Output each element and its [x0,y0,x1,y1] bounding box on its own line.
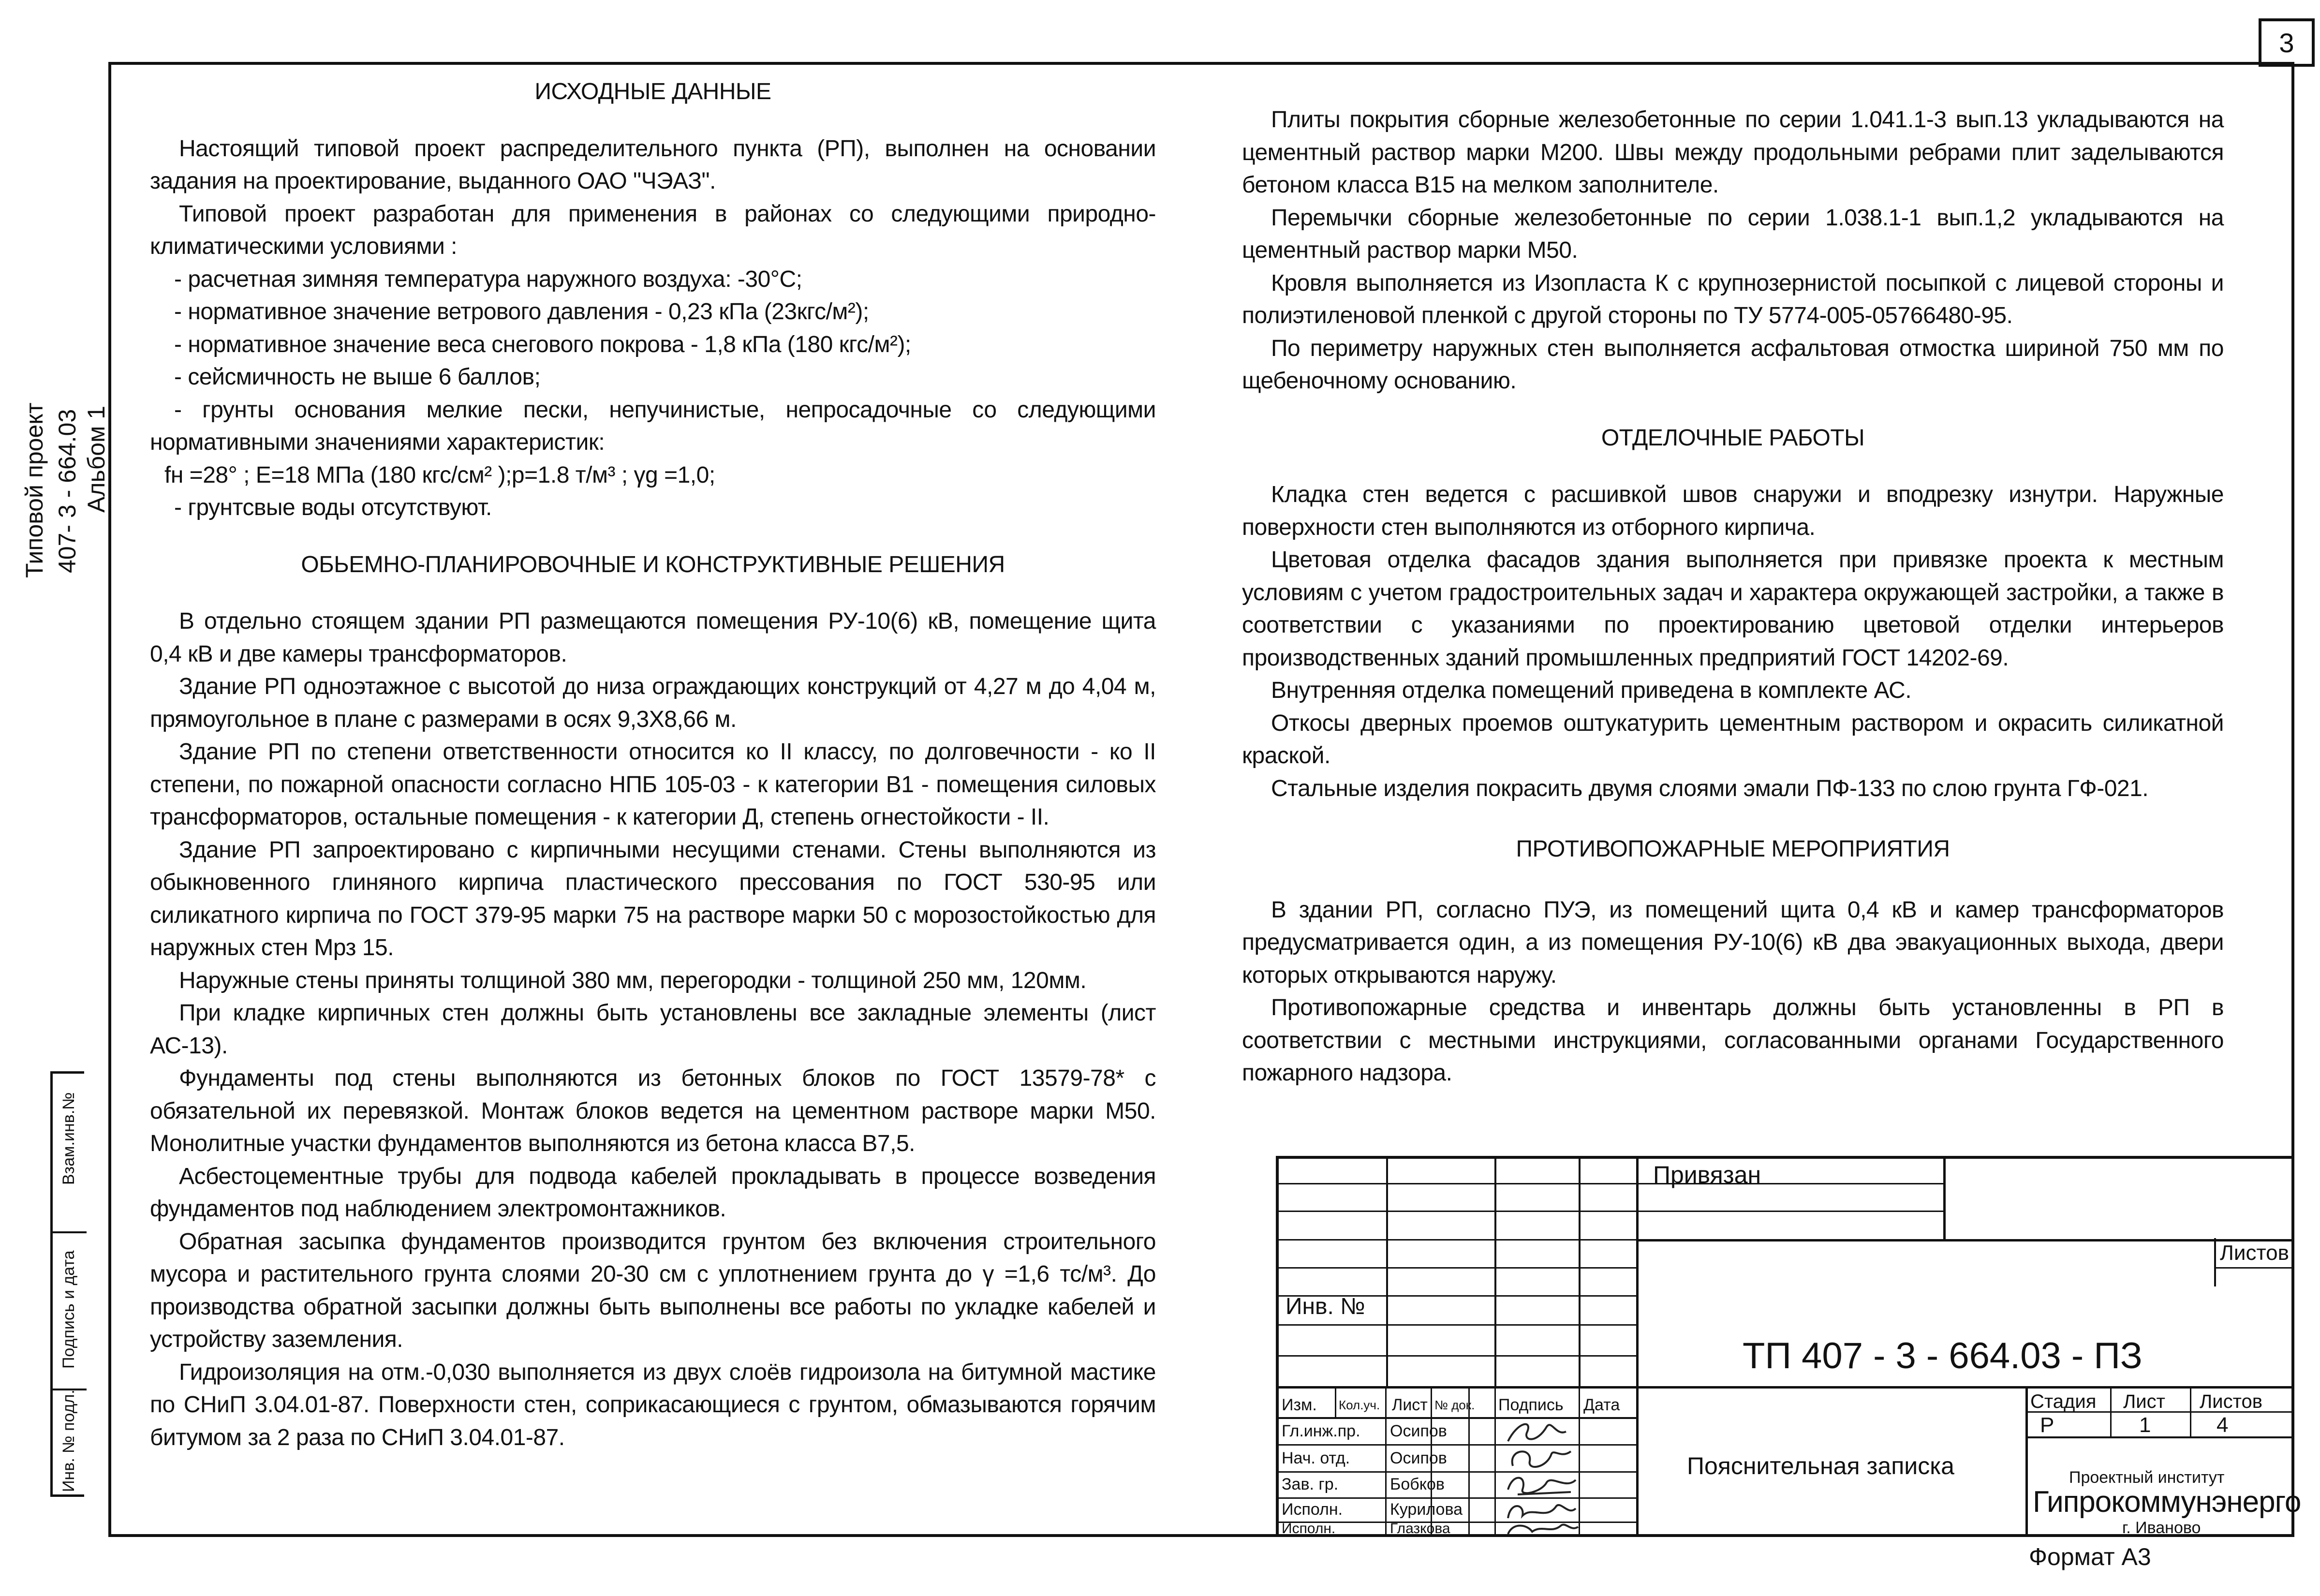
side-title-line1: Типовой проект [21,402,48,578]
tb-header-podpis: Подпись [1498,1396,1564,1414]
heading-fire-safety: ПРОТИВОПОЖАРНЫЕ МЕРОПРИЯТИЯ [1516,836,1950,862]
tb-name: Курилова [1390,1500,1463,1519]
paragraph: Кладка стен ведется с расшивкой швов снаружи и вподрезку изнутри. Наружные поверхности стен выполняются из отборного кирпича. [1242,482,2224,540]
tb-role: Исполн. [1282,1500,1343,1519]
side-stamp-podpis [53,1233,87,1390]
tb-line [1276,1417,1637,1419]
heading-initial-data: ИСХОДНЫЕ ДАННЫЕ [534,79,771,104]
paragraph: Цветовая отделка фасадов здания выполняется при привязке проекта к местным условиям с учетом градостроительных задач и характера окружающей застройки, а также в соответствии с указаниями по проектированию цветовой отделки интерьеров производственных зданий промышленных предприятий ГОСТ 14202-69. [1242,547,2224,671]
tb-line [2110,1387,2112,1437]
tb-line [1386,1156,1388,1387]
heading-planning: ОБЬЕМНО-ПЛАНИРОВОЧНЫЕ И КОНСТРУКТИВНЫЕ РЕШЕНИЯ [301,551,1005,577]
tb-listov-top: Листов [2220,1241,2289,1265]
spacer [1242,454,2224,478]
paragraph: Перемычки сборные железобетонные по серии 1.038.1-1 вып.1,2 укладываются на цементный раствор марки М50. [1242,205,2224,263]
paragraph: Плиты покрытия сборные железобетонные по серии 1.041.1-3 вып.13 укладываются на цементный раствор марки М200. Швы между продольными ребрами плит заделываются бетоном класса В15 на мелком заполнителе. [1242,107,2224,198]
spacer [150,108,1156,133]
tb-line [2214,1267,2294,1269]
side-stamp-inv-label: Инв. № подл. [59,1389,78,1492]
tb-line [1276,1239,1637,1241]
tb-line [1276,1211,1943,1212]
tb-header-data: Дата [1583,1396,1620,1414]
spacer [1242,805,2224,833]
tb-line [1579,1156,1581,1387]
tb-name: Осипов [1390,1449,1447,1467]
paragraph: Откосы дверных проемов оштукатурить цементным раствором и окрасить силикатной краской. [1242,710,2224,768]
paragraph: Асбестоцементные трубы для подвода кабелей прокладывать в процессе возведения фундаментов под наблюдением электромонтажников. [150,1163,1156,1222]
formula-line: fн =28° ; E=18 МПа (180 кгс/см² );p=1.8 т/м³ ; γg =1,0; [164,462,715,488]
tb-header-list: Лист [1392,1396,1428,1414]
paragraph: Внутренняя отделка помещений приведена в комплекте АС. [1271,678,1912,703]
tb-role: Нач. отд. [1282,1449,1350,1467]
list-item: - сейсмичность не выше 6 баллов; [174,364,541,390]
list-item: - нормативное значение ветрового давления - 0,23 кПа (23кгс/м²); [174,299,869,325]
paragraph: Типовой проект разработан для применения в районах со следующими природно-климатическими условиями : [150,201,1156,259]
left-column [150,75,1156,1454]
signature-2 [1503,1444,1576,1473]
tb-line [1276,1267,1637,1269]
list-item: - грунты основания мелкие пески, непучинистые, непросадочные со следующими нормативными значениями характеристик: [150,397,1156,455]
tb-list-value: 1 [2139,1413,2151,1437]
tb-name: Бобков [1390,1475,1445,1493]
tb-line [1636,1156,1639,1537]
tb-line [1943,1156,1946,1241]
tb-name: Осипов [1390,1422,1447,1440]
side-stamp-vzam-label: Взам.инв.№ [59,1092,78,1185]
paragraph: Здание РП одноэтажное с высотой до низа ограждающих конструкций от 4,27 м до 4,04 м, прямоугольное в плане с размерами в осях 9,3Х8,66 м. [150,674,1156,732]
tb-line [1385,1388,1387,1536]
paragraph: Кровля выполняется из Изопласта К с крупнозернистой посыпкой с лицевой стороны и полиэтиленовой пленкой с другой стороны по ТУ 5774-005-05766480-95. [1242,270,2224,328]
paragraph: Здание РП по степени ответственности относится ко II классу, по долговечности - ко II степени, по пожарной опасности согласно НПБ 105-03 - к категории В1 - помещения силовых трансформаторов, остальные помещения - к категории Д, степень огнестойкости - II. [150,739,1156,830]
paragraph: Наружные стены приняты толщиной 380 мм, перегородки - толщиной 250 мм, 120мм. [179,967,1087,993]
tb-line [1276,1386,2294,1389]
paragraph: В отдельно стоящем здании РП размещаются помещения РУ-10(6) кВ, помещение щита 0,4 кВ и две камеры трансформаторов. [150,608,1156,667]
spacer [1242,866,2224,894]
tb-line [1276,1183,1943,1184]
tb-header-izm: Изм. [1282,1396,1317,1414]
right-column [1242,103,2224,1090]
side-stamp [50,1071,84,1497]
tb-header-ndok: № док. [1434,1398,1475,1412]
signature-1 [1503,1417,1576,1446]
side-title-line3: Альбом 1 [83,405,110,513]
tb-line [1276,1156,2294,1159]
tb-listov-header: Листов [2200,1391,2262,1412]
paragraph: Фундаменты под стены выполняются из бетонных блоков по ГОСТ 13579-78* с обязательной их перевязкой. Монтаж блоков ведется на цементном растворе марки М50. Монолитные участки фундаментов выполняются из бетона класса В7,5. [150,1065,1156,1156]
paragraph: При кладке кирпичных стен должны быть установлены все закладные элементы (лист АС-13). [150,1000,1156,1059]
tb-line [1276,1471,1637,1473]
tb-line [1276,1355,1637,1357]
tb-list-header: Лист [2123,1391,2165,1412]
tb-privyazan: Привязан [1653,1161,1761,1188]
tb-line [1276,1156,1279,1537]
tb-stadiya-header: Стадия [2030,1391,2097,1412]
tb-line [1494,1156,1496,1387]
signature-3 [1503,1470,1581,1499]
tb-role: Гл.инж.пр. [1282,1422,1360,1440]
tb-line [1276,1497,1637,1499]
tb-header-kol: Кол.уч. [1339,1398,1380,1412]
paragraph: Здание РП запроектировано с кирпичными несущими стенами. Стены выполняются из обыкновенного глиняного кирпича пластического прессования по ГОСТ 530-95 или силикатного кирпича по ГОСТ 379-95 марки 75 на растворе марки 50 с морозостойкостью для наружных стен Мрз 15. [150,837,1156,961]
signature-5 [1503,1520,1581,1537]
tb-stadiya-value: Р [2040,1413,2054,1437]
tb-city: г. Иваново [2122,1519,2201,1537]
title-block [1276,1156,2301,1537]
tb-listov-value: 4 [2217,1413,2229,1437]
tb-line [1335,1388,1336,1417]
tb-line [2190,1387,2191,1437]
list-item: - грунтсвые воды отсутствуют. [174,495,492,520]
paragraph: Настоящий типовой проект распределительного пункта (РП), выполнен на основании задания на проектирование, выданного ОАО "ЧЭАЗ". [150,135,1156,194]
side-stamp-vzam [53,1074,87,1233]
tb-role: Зав. гр. [1282,1475,1339,1493]
tb-line [2025,1387,2028,1537]
paragraph: Гидроизоляция на отм.-0,030 выполняется из двух слоёв гидроизола на битумной мастике по СНиП 3.04.01-87. Поверхности стен, соприкасающиеся с грунтом, обмазываются горячим битумом за 2 раза по СНиП 3.04.01-87. [150,1359,1156,1450]
paragraph: В здании РП, согласно ПУЭ, из помещений щита 0,4 кВ и камер трансформаторов предусматривается один, а из помещения РУ-10(6) кВ два эвакуационных выхода, двери которых открываются наружу. [1242,897,2224,988]
paragraph: Стальные изделия покрасить двумя слоями эмали ПФ-133 по слою грунта ГФ-021. [1271,775,2149,801]
tb-designation: ТП 407 - 3 - 664.03 - ПЗ [1743,1335,2143,1376]
paragraph: По периметру наружных стен выполняется асфальтовая отмостка шириной 750 мм по щебеночному основанию. [1242,335,2224,394]
list-item: - нормативное значение веса снегового покрова - 1,8 кПа (180 кгс/м²); [174,331,911,357]
tb-line [1637,1239,2294,1241]
tb-inv-no: Инв. № [1286,1294,1365,1319]
list-item: - расчетная зимняя температура наружного воздуха: -30°С; [174,266,802,292]
paragraph: Обратная засыпка фундаментов производится грунтом без включения строительного мусора и растительного грунта слоями 20-30 см с уплотнением грунта до γ =1,6 тс/м³. До производства обратной засыпки должны быть выполнены все работы по укладке кабелей и устройству заземления. [150,1228,1156,1352]
format-label: Формат А3 [2029,1543,2151,1570]
tb-line [2025,1436,2294,1438]
side-title-line2: 407- 3 - 664.03 [54,409,81,573]
tb-institute-label: Проектный институт [2069,1468,2225,1487]
tb-line [2214,1238,2216,1286]
tb-role: Исполн. [1282,1521,1336,1537]
tb-name: Глазкова [1390,1521,1450,1537]
tb-line [1276,1324,1637,1326]
tb-institute: Гипрокоммунэнерго [2033,1485,2301,1519]
page-number: 3 [2259,18,2315,67]
side-stamp-inv [53,1390,87,1499]
tb-doc-name: Пояснительная записка [1687,1452,1954,1479]
side-stamp-podpis-label: Подпись и дата [59,1250,78,1369]
tb-line [1494,1388,1496,1536]
tb-line [1276,1444,1637,1446]
spacer [1242,398,2224,422]
spacer [150,524,1156,548]
paragraph: Противопожарные средства и инвентарь должны быть установленны в РП в соответствии с местными инструкциями, согласованными органами Государственного пожарного надзора. [1242,995,2224,1086]
spacer [150,581,1156,605]
heading-finishing: ОТДЕЛОЧНЫЕ РАБОТЫ [1601,425,1865,451]
